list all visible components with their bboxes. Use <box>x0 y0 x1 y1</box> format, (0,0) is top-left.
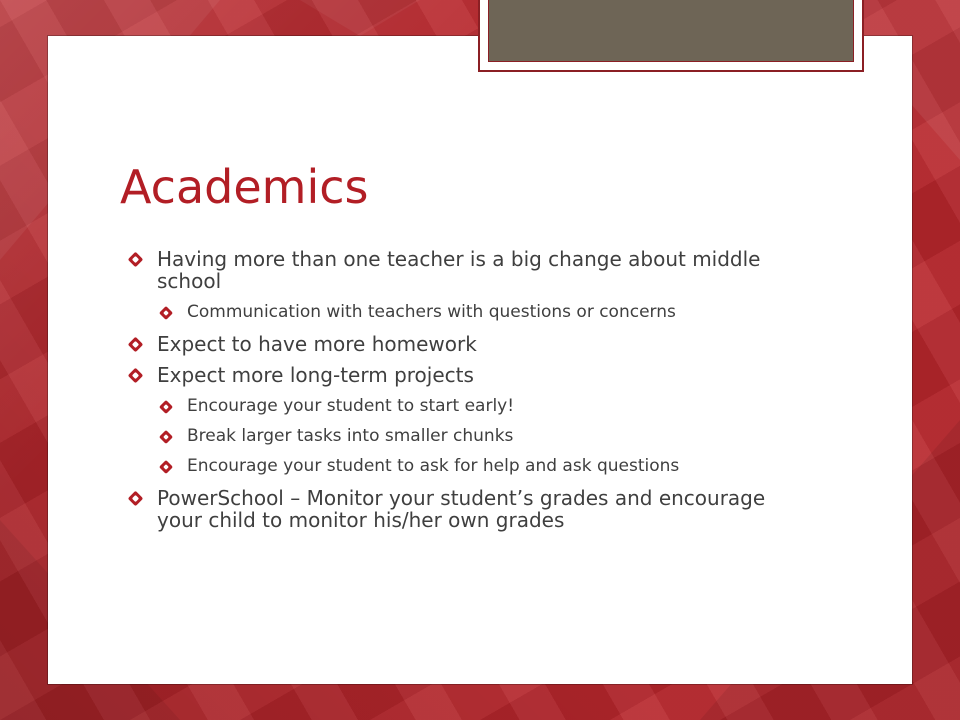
bullet-text: Encourage your student to start early! <box>187 396 515 416</box>
diamond-bullet-icon <box>128 491 144 507</box>
diamond-bullet-icon <box>159 430 173 444</box>
slide-title: Academics <box>120 160 369 214</box>
bullet-text: Expect more long-term projects <box>157 363 474 387</box>
bullet-text: Break larger tasks into smaller chunks <box>187 426 514 446</box>
bullet-list <box>130 248 780 542</box>
bullet-text: Expect to have more homework <box>157 332 477 356</box>
diamond-bullet-icon <box>128 252 144 268</box>
sub-bullet-item <box>130 303 780 322</box>
sub-bullet-item <box>130 427 780 446</box>
diamond-bullet-icon <box>159 460 173 474</box>
bullet-item <box>130 487 780 531</box>
diamond-bullet-icon <box>159 306 173 320</box>
diamond-bullet-icon <box>159 400 173 414</box>
sub-bullet-item <box>130 457 780 476</box>
bullet-item <box>130 333 780 355</box>
diamond-bullet-icon <box>128 337 144 353</box>
bullet-text: Having more than one teacher is a big change about middle school <box>157 247 761 293</box>
bullet-text: Encourage your student to ask for help and ask questions <box>187 456 680 476</box>
bullet-text: PowerSchool – Monitor your student’s grades and encourage your child to monitor his/her own grades <box>157 486 766 532</box>
bullet-item <box>130 364 780 386</box>
diamond-bullet-icon <box>128 368 144 384</box>
bullet-text: Communication with teachers with questions or concerns <box>187 302 676 322</box>
bullet-item <box>130 248 780 292</box>
sub-bullet-item <box>130 397 780 416</box>
header-tab-block <box>488 0 854 62</box>
